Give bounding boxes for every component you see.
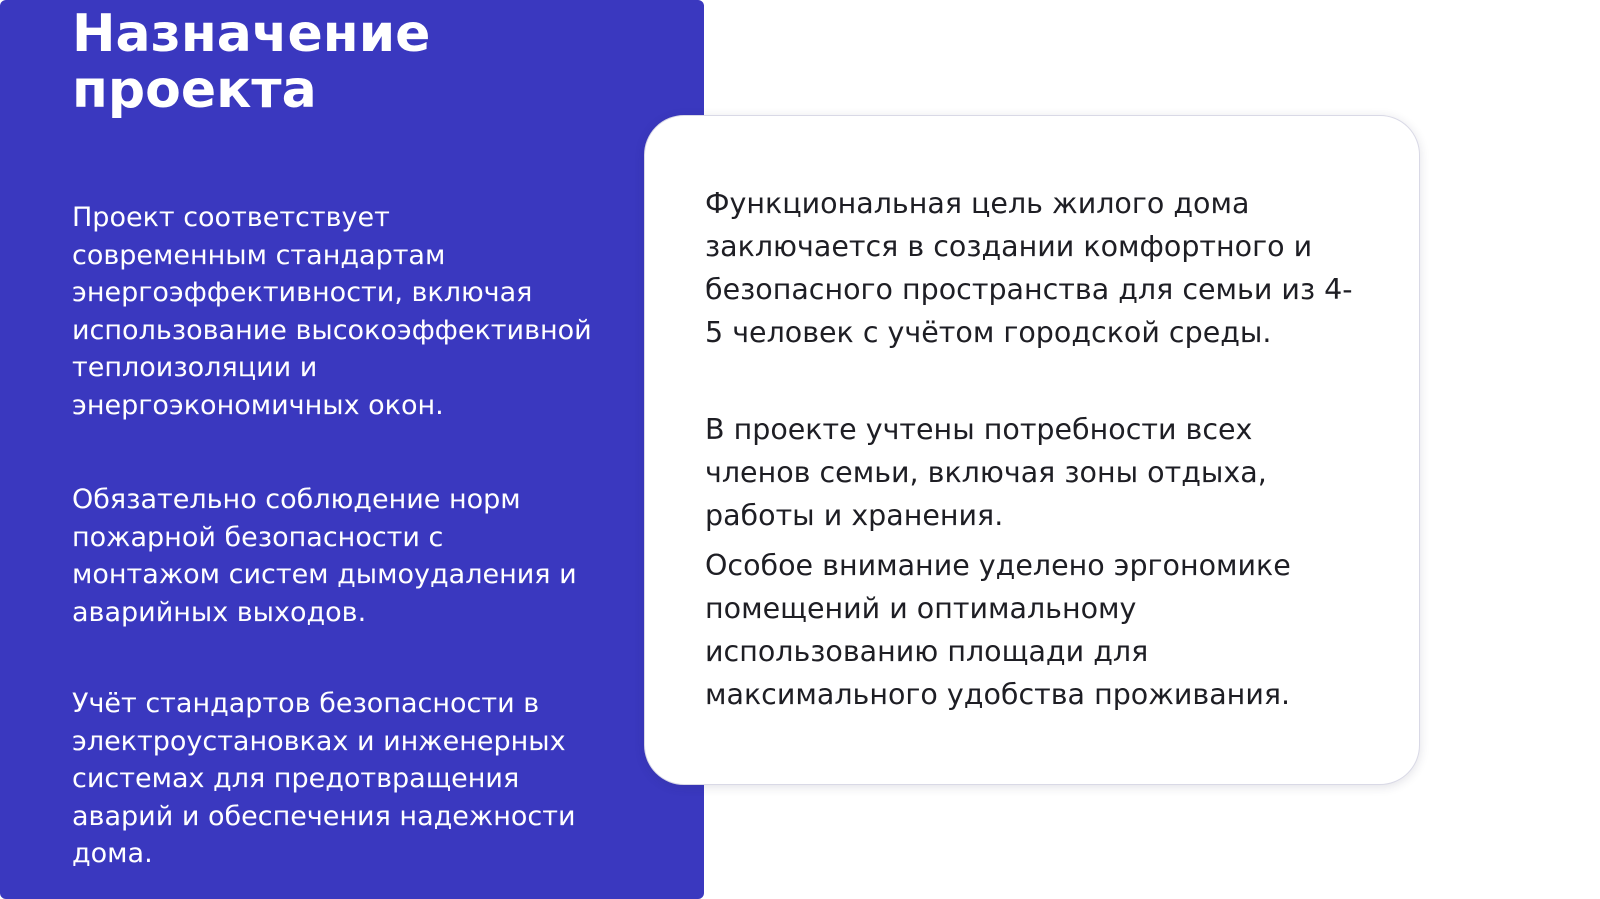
left-paragraph-energy-efficiency: Проект соответствует современным стандартам энергоэффективности, включая использование высокоэффективной теплоизоляции и энергоэкономичных окон. bbox=[72, 202, 592, 421]
right-paragraph-family-needs: В проекте учтены потребности всех членов семьи, включая зоны отдыха, работы и хранения. bbox=[705, 413, 1267, 532]
left-paragraph-electrical-safety: Учёт стандартов безопасности в электроустановках и инженерных системах для предотвращения аварий и обеспечения надежности дома. bbox=[72, 688, 576, 869]
left-paragraph-fire-safety: Обязательно соблюдение норм пожарной безопасности с монтажом систем дымоудаления и аварийных выходов. bbox=[72, 484, 577, 628]
right-paragraph-ergonomics: Особое внимание уделено эргономике помещений и оптимальному использованию площади для максимального удобства проживания. bbox=[705, 549, 1291, 711]
left-blue-panel bbox=[0, 0, 704, 899]
right-content-card bbox=[644, 115, 1420, 785]
right-paragraph-functional-goal: Функциональная цель жилого дома заключается в создании комфортного и безопасного пространства для семьи из 4-5 человек с учётом городской среды. bbox=[705, 187, 1353, 349]
slide-title bbox=[72, 6, 632, 118]
slide-title-line-2: проекта bbox=[72, 60, 317, 120]
slide-title-line-1: Назначение bbox=[72, 4, 431, 64]
